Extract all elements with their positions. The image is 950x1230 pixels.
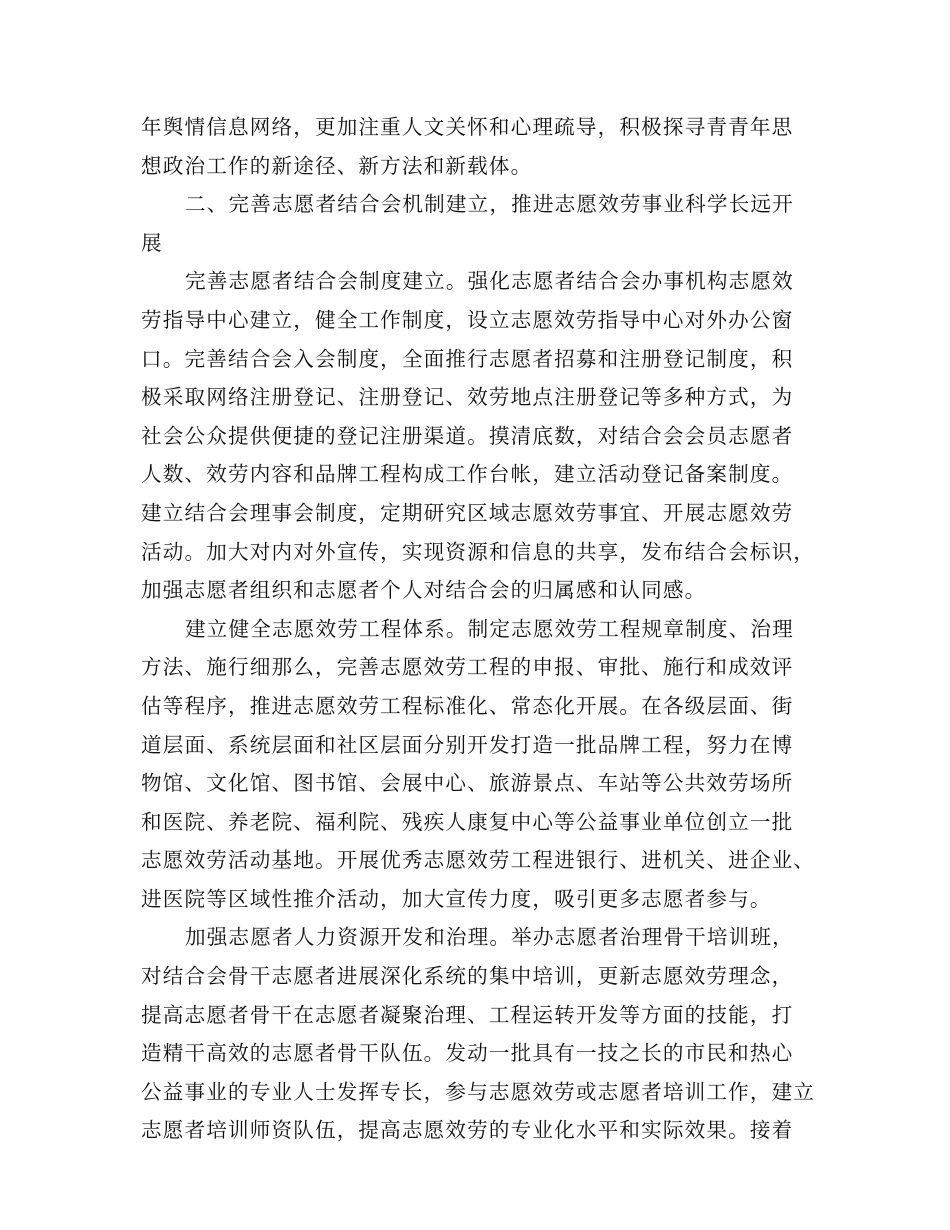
- text-line: 社会公众提供便捷的登记注册渠道。摸清底数，对结合会会员志愿者: [141, 423, 794, 448]
- text-line: 志愿者培训师资队伍，提高志愿效劳的专业化水平和实际效果。接着: [141, 1118, 794, 1143]
- text-line: 提高志愿者骨干在志愿者凝聚治理、工程运转开发等方面的技能，打: [141, 1002, 794, 1027]
- text-line: 想政治工作的新途径、新方法和新载体。: [141, 153, 533, 178]
- section-heading: 二、完善志愿者结合会机制建立，推进志愿效劳事业科学长远开: [185, 192, 794, 217]
- paragraph-start: 加强志愿者人力资源开发和治理。举办志愿者治理骨干培训班，: [185, 925, 794, 950]
- text-line: 活动。加大对内对外宣传，实现资源和信息的共享，发布结合会标识，: [141, 539, 816, 564]
- text-line: 物馆、文化馆、图书馆、会展中心、旅游景点、车站等公共效劳场所: [141, 771, 794, 796]
- text-line: 建立结合会理事会制度，定期研究区域志愿效劳事宜、开展志愿效劳: [141, 500, 794, 525]
- text-line: 和医院、养老院、福利院、残疾人康复中心等公益事业单位创立一批: [141, 809, 794, 834]
- text-line: 方法、施行细那么，完善志愿效劳工程的申报、审批、施行和成效评: [141, 655, 794, 680]
- text-line: 志愿效劳活动基地。开展优秀志愿效劳工程进银行、进机关、进企业、: [141, 848, 816, 873]
- text-line: 年舆情信息网络，更加注重人文关怀和心理疏导，积极探寻青青年思: [141, 115, 794, 139]
- text-line: 劳指导中心建立，健全工作制度，设立志愿效劳指导中心对外办公窗: [141, 307, 794, 332]
- text-line: 对结合会骨干志愿者进展深化系统的集中培训，更新志愿效劳理念，: [141, 964, 794, 989]
- text-line: 加强志愿者组织和志愿者个人对结合会的归属感和认同感。: [141, 578, 707, 603]
- text-line: 极采取网络注册登记、注册登记、效劳地点注册登记等多种方式，为: [141, 385, 794, 410]
- body-text: [141, 108, 831, 1150]
- paragraph-start: 完善志愿者结合会制度建立。强化志愿者结合会办事机构志愿效: [185, 269, 794, 294]
- text-line: 口。完善结合会入会制度，全面推行志愿者招募和注册登记制度，积: [141, 346, 794, 371]
- paragraph-start: 建立健全志愿效劳工程体系。制定志愿效劳工程规章制度、治理: [185, 616, 794, 641]
- text-line: 估等程序，推进志愿效劳工程标准化、常态化开展。在各级层面、街: [141, 693, 794, 718]
- text-line: 道层面、系统层面和社区层面分别开发打造一批品牌工程，努力在博: [141, 732, 794, 757]
- text-line: 人数、效劳内容和品牌工程构成工作台帐，建立活动登记备案制度。: [141, 462, 794, 487]
- text-line: 造精干高效的志愿者骨干队伍。发动一批具有一技之长的市民和热心: [141, 1041, 794, 1066]
- text-line: 公益事业的专业人士发挥专长，参与志愿效劳或志愿者培训工作，建立: [141, 1079, 816, 1104]
- section-heading-continuation: 展: [141, 230, 163, 255]
- text-line: 进医院等区域性推介活动，加大宣传力度，吸引更多志愿者参与。: [141, 886, 772, 911]
